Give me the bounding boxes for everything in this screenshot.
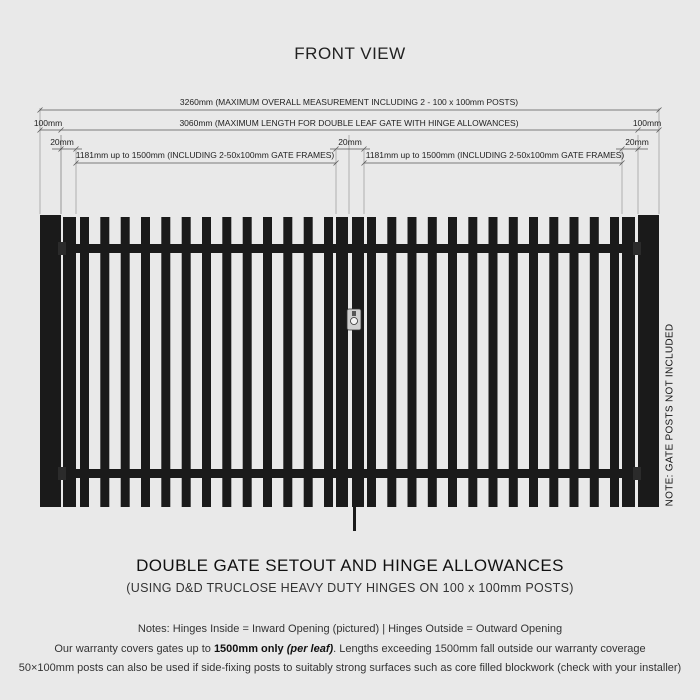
- warranty-limit: 1500mm only: [213, 643, 284, 655]
- gate-slat: [80, 217, 89, 507]
- gate-slat: [448, 217, 457, 507]
- gate-slat: [202, 217, 211, 507]
- notes-line-posts: 50×100mm posts can also be used if side-fixing posts to suitably strong surfaces such as core filled blockwork (check with your installer): [18, 662, 682, 674]
- dimension-labels: [34, 97, 661, 160]
- gate-slat: [121, 217, 130, 507]
- notes-line-warranty: [0, 643, 700, 655]
- dim-post-left-label: 100mm: [33, 118, 63, 128]
- frame-left-meeting: [336, 217, 348, 507]
- latch-icon: [347, 309, 361, 330]
- gate-slats: [80, 217, 619, 507]
- warranty-text-d: . Lengths exceeding 1500mm fall outside our warranty coverage: [333, 643, 646, 655]
- gate-slat: [263, 217, 272, 507]
- post-right: [638, 215, 659, 507]
- gate-slat: [222, 217, 231, 507]
- gate-slat: [529, 217, 538, 507]
- gate-slat: [161, 217, 170, 507]
- drop-bolt: [353, 505, 356, 531]
- gate-slat: [428, 217, 437, 507]
- frame-right-meeting: [352, 217, 364, 507]
- gate-slat: [489, 217, 498, 507]
- dim-gate-length-label: 3060mm (MAXIMUM LENGTH FOR DOUBLE LEAF GATE WITH HINGE ALLOWANCES): [179, 118, 519, 128]
- dim-gap-left-label: 20mm: [50, 137, 74, 147]
- gate-slat: [549, 217, 558, 507]
- notes-line-hinges: Notes: Hinges Inside = Inward Opening (pictured) | Hinges Outside = Outward Opening: [137, 623, 563, 635]
- gate-slat: [570, 217, 579, 507]
- dim-overall-label: 3260mm (MAXIMUM OVERALL MEASUREMENT INCLUDING 2 - 100 x 100mm POSTS): [179, 97, 519, 107]
- gate-slat: [324, 217, 333, 507]
- post-left: [40, 215, 61, 507]
- gate-slat: [100, 217, 109, 507]
- gate-slat: [408, 217, 417, 507]
- gate-slat: [182, 217, 191, 507]
- setout-subheading: (USING D&D TRUCLOSE HEAVY DUTY HINGES ON 100 x 100mm POSTS): [126, 581, 574, 595]
- gate-drawing: [40, 215, 659, 531]
- page-title: FRONT VIEW: [294, 44, 406, 63]
- dim-gap-right-label: 20mm: [625, 137, 649, 147]
- dim-leaf-right-label: 1181mm up to 1500mm (INCLUDING 2-50x100mm GATE FRAMES): [365, 150, 625, 160]
- gate-slat: [283, 217, 292, 507]
- gate-slat: [367, 217, 376, 507]
- warranty-text-a: Our warranty covers gates up to: [54, 643, 214, 655]
- gate-slat: [590, 217, 599, 507]
- frame-right-outer: [622, 217, 635, 507]
- warranty-per-leaf: (per leaf): [286, 643, 334, 655]
- gate-slat: [509, 217, 518, 507]
- gate-slat: [243, 217, 252, 507]
- dim-gap-center-label: 20mm: [338, 137, 362, 147]
- gate-slat: [304, 217, 313, 507]
- dim-post-right-label: 100mm: [632, 118, 662, 128]
- dim-leaf-left-label: 1181mm up to 1500mm (INCLUDING 2-50x100mm GATE FRAMES): [75, 150, 335, 160]
- setout-heading: DOUBLE GATE SETOUT AND HINGE ALLOWANCES: [136, 556, 564, 575]
- frame-left-outer: [63, 217, 76, 507]
- gate-slat: [387, 217, 396, 507]
- gate-slat: [610, 217, 619, 507]
- gate-slat: [468, 217, 477, 507]
- gate-slat: [141, 217, 150, 507]
- gate-posts-note: NOTE: GATE POSTS NOT INCLUDED: [664, 323, 676, 507]
